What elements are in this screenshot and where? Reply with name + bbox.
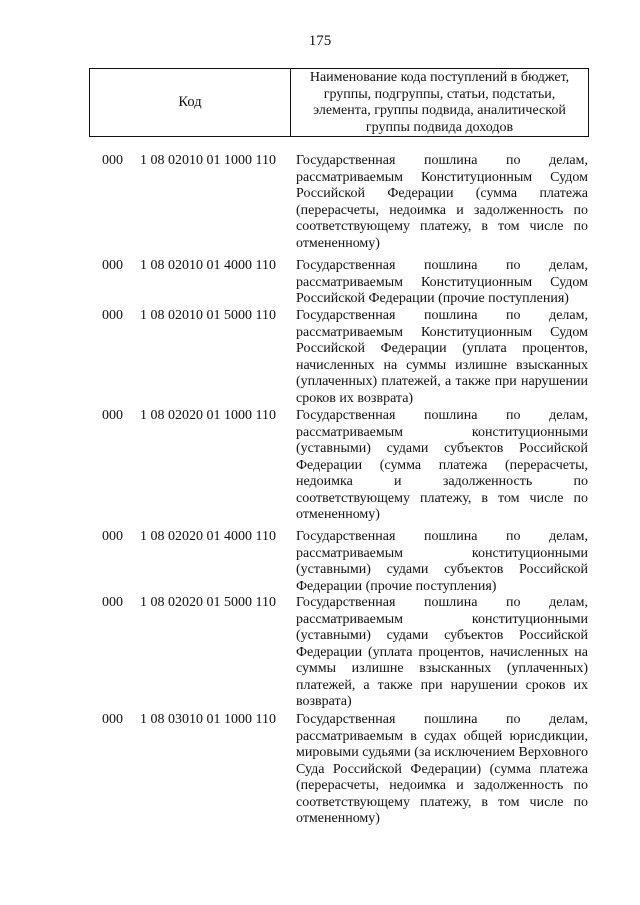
row-description: Государственная пошлина по делам, рассматриваемым в судах общей юрисдикции, мировыми судьями (за исключением Верховного Суда Российской Федерации) (сумма платежа (перерасчеты, недоимка и задолженность по соответствующему платежу, в том числе по отмененному) bbox=[296, 712, 588, 826]
row-admin-code: 000 bbox=[102, 712, 123, 727]
row-description: Государственная пошлина по делам, рассматриваемым конституционными (уставными) судами субъектов Российской Федерации (сумма платежа (перерасчеты, недоимка и задолженность по соответствующему платежу, в том числе по отмененному) bbox=[296, 408, 588, 522]
table-row bbox=[0, 595, 640, 712]
row-description: Государственная пошлина по делам, рассматриваемым конституционными (уставными) судами субъектов Российской Федерации (прочие поступления) bbox=[296, 529, 588, 594]
row-revenue-code: 1 08 02020 01 5000 110 bbox=[140, 595, 276, 610]
row-admin-code: 000 bbox=[102, 308, 123, 323]
row-revenue-code: 1 08 02020 01 1000 110 bbox=[140, 408, 276, 423]
table-header bbox=[89, 68, 589, 137]
row-description: Государственная пошлина по делам, рассматриваемым конституционными (уставными) судами субъектов Российской Федерации (уплата процентов, начисленных на суммы излишне взысканных (уплаченных) платежей, а также при нарушении сроков их возврата) bbox=[296, 595, 588, 709]
row-revenue-code: 1 08 02010 01 1000 110 bbox=[140, 153, 276, 168]
header-name-label: Наименование кода поступлений в бюджет, группы, подгруппы, статьи, подстатьи, элемента, группы подвида, аналитической группы подвида доходов bbox=[309, 70, 570, 135]
table-row bbox=[0, 529, 640, 595]
table-row bbox=[0, 258, 640, 308]
row-revenue-code: 1 08 02010 01 4000 110 bbox=[140, 258, 276, 273]
row-admin-code: 000 bbox=[102, 258, 123, 273]
row-admin-code: 000 bbox=[102, 595, 123, 610]
table-body bbox=[0, 153, 640, 832]
row-description: Государственная пошлина по делам, рассматриваемым Конституционным Судом Российской Федерации (прочие поступления) bbox=[296, 258, 588, 306]
row-revenue-code: 1 08 03010 01 1000 110 bbox=[140, 712, 276, 727]
row-description: Государственная пошлина по делам, рассматриваемым Конституционным Судом Российской Федерации (сумма платежа (перерасчеты, недоимка и задолженность по соответствующему платежу, в том числе по отмененному) bbox=[296, 153, 588, 251]
table-row bbox=[0, 153, 640, 258]
table-row bbox=[0, 308, 640, 408]
row-revenue-code: 1 08 02020 01 4000 110 bbox=[140, 529, 276, 544]
row-revenue-code: 1 08 02010 01 5000 110 bbox=[140, 308, 276, 323]
page-number: 175 bbox=[308, 33, 332, 49]
table-row bbox=[0, 712, 640, 832]
row-admin-code: 000 bbox=[102, 153, 123, 168]
row-admin-code: 000 bbox=[102, 408, 123, 423]
header-code-label: Код bbox=[90, 69, 291, 136]
row-admin-code: 000 bbox=[102, 529, 123, 544]
row-description: Государственная пошлина по делам, рассматриваемым Конституционным Судом Российской Федерации (уплата процентов, начисленных на суммы излишне взысканных (уплаченных) платежей, а также при нарушении сроков их возврата) bbox=[296, 308, 588, 406]
table-row bbox=[0, 408, 640, 529]
